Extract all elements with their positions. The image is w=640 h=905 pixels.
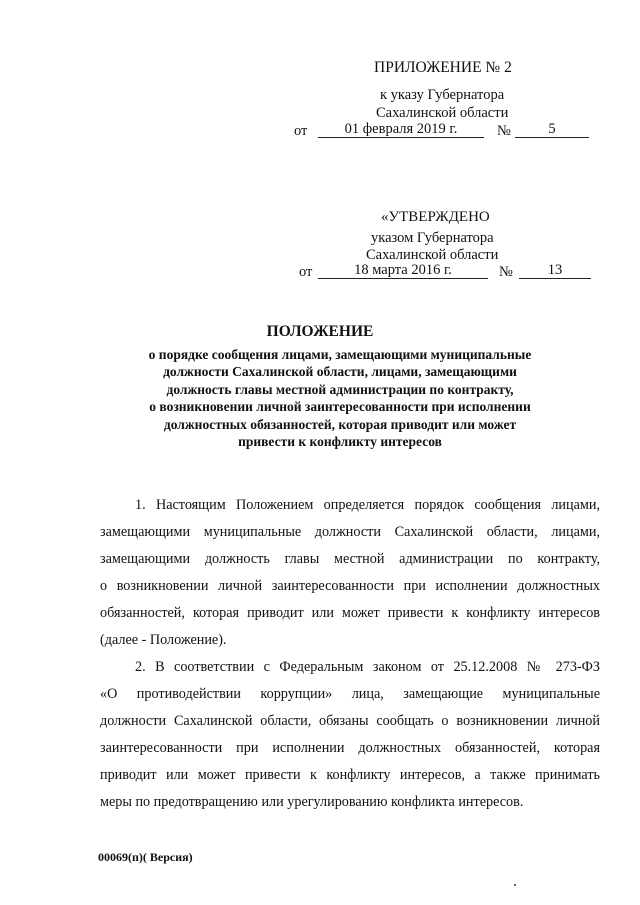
approved-date bbox=[318, 261, 488, 279]
subtitle-line: должности Сахалинской области, лицами, замещающими bbox=[163, 364, 517, 380]
paragraph-line: обязанностей, которая приводит или может привести к конфликту интересов bbox=[100, 605, 600, 621]
paragraph-line: замещающими должность главы местной администрации по контракту, bbox=[100, 551, 600, 567]
paragraph-line: о возникновении личной заинтересованности при исполнении должностных bbox=[100, 578, 600, 594]
appendix-date bbox=[318, 120, 484, 138]
scan-speck bbox=[514, 884, 516, 886]
approved-date-value: 18 марта 2016 г. bbox=[318, 263, 488, 279]
approved-line-1: указом Губернатора bbox=[371, 230, 494, 246]
approved-line-2: Сахалинской области bbox=[366, 247, 499, 263]
appendix-number-value: 5 bbox=[515, 122, 589, 138]
paragraph-line: 2. В соответствии с Федеральным законом от 25.12.2008 № 273-ФЗ bbox=[135, 659, 600, 675]
paragraph-1 bbox=[100, 492, 600, 654]
appendix-date-value: 01 февраля 2019 г. bbox=[318, 122, 484, 138]
subtitle-line: о возникновении личной заинтересованности при исполнении bbox=[149, 399, 531, 415]
paragraph-line: заинтересованности при исполнении должностных обязанностей, которая bbox=[100, 740, 600, 756]
appendix-number-label: № bbox=[497, 123, 511, 139]
subtitle-line: о порядке сообщения лицами, замещающими муниципальные bbox=[148, 347, 532, 362]
appendix-from-label: от bbox=[294, 123, 308, 139]
document-subtitle bbox=[90, 346, 590, 450]
approved-from-label: от bbox=[299, 264, 313, 280]
paragraph-line: замещающими муниципальные должности Сахалинской области, лицами, bbox=[100, 524, 600, 540]
subtitle-line: должностных обязанностей, которая приводит или может bbox=[163, 416, 517, 432]
appendix-line-2: Сахалинской области bbox=[376, 105, 509, 121]
appendix-line-1: к указу Губернатора bbox=[380, 87, 505, 103]
paragraph-line: «О противодействии коррупции» лица, замещающие муниципальные bbox=[100, 686, 600, 702]
paragraph-line: должности Сахалинской области, обязаны сообщать о возникновении личной bbox=[100, 713, 600, 729]
paragraph-2 bbox=[100, 654, 600, 816]
approved-number-label: № bbox=[499, 264, 513, 280]
paragraph-line: приводит или может привести к конфликту интересов, а также принимать bbox=[100, 767, 600, 783]
paragraph-line: меры по предотвращению или урегулированию конфликта интересов. bbox=[100, 794, 524, 810]
document-footer-code: 00069(п)( Версия) bbox=[98, 850, 193, 864]
appendix-number bbox=[515, 120, 589, 138]
paragraph-line: (далее - Положение). bbox=[100, 632, 227, 648]
subtitle-line: должность главы местной администрации по контракту, bbox=[166, 381, 514, 397]
paragraph-line: 1. Настоящим Положением определяется порядок сообщения лицами, bbox=[135, 497, 600, 513]
subtitle-line: привести к конфликту интересов bbox=[238, 434, 442, 450]
document-title: ПОЛОЖЕНИЕ bbox=[266, 323, 374, 340]
approved-number-value: 13 bbox=[519, 263, 591, 279]
appendix-title: ПРИЛОЖЕНИЕ № 2 bbox=[374, 59, 512, 76]
approved-title: «УТВЕРЖДЕНО bbox=[381, 209, 490, 225]
approved-number bbox=[519, 261, 591, 279]
